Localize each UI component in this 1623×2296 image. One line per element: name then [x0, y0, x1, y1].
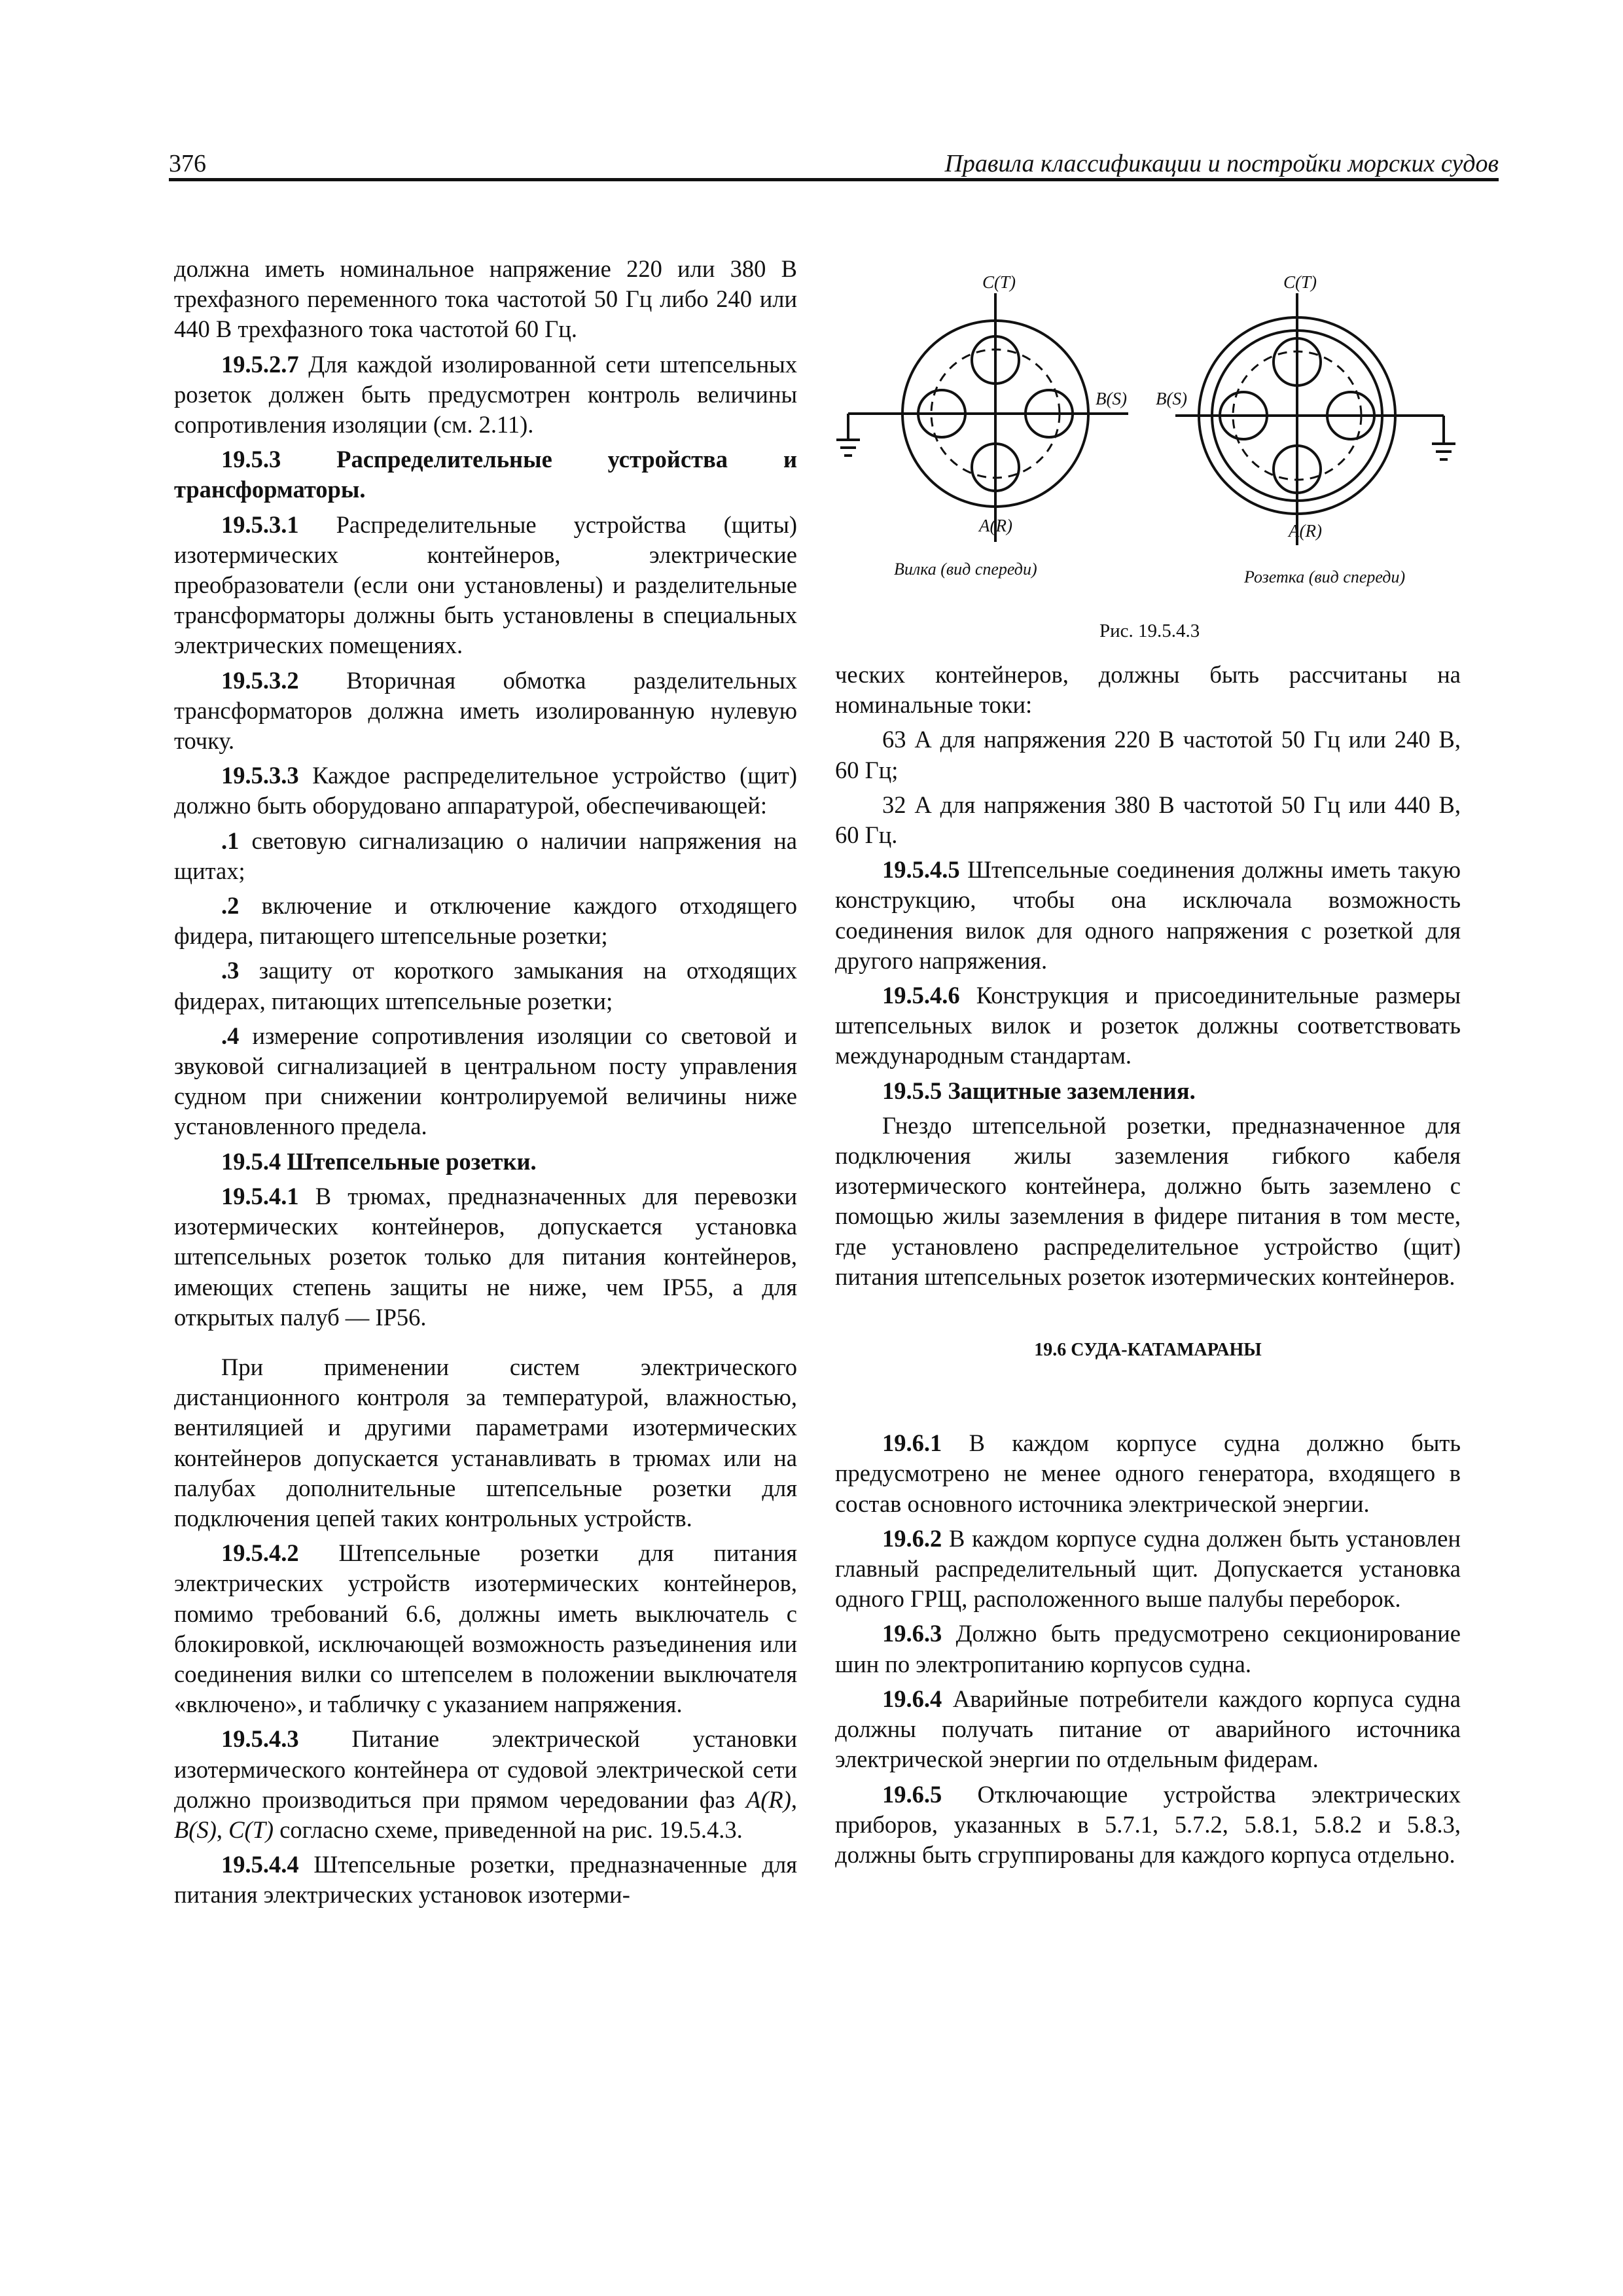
list-item-3: .3 защиту от короткого замыкания на отходящих фидерах, питающих штепсельные розетки;: [174, 957, 797, 1014]
paragraph-19-5-4-5: 19.5.4.5 Штепсельные соединения должны иметь такую конструкцию, чтобы она исключала возможность соединения вилок для одного напряжения с розеткой для другого напряжения.: [835, 856, 1461, 974]
figure-caption: Рис. 19.5.4.3: [1099, 620, 1200, 641]
socket-label-side: B(S): [1156, 389, 1187, 408]
paragraph-19-5-4-2: 19.5.4.2 Штепсельные розетки для питания электрических устройств изотермических контейнеров, помимо требований 6.6, должны иметь выключатель с блокировкой, исключающей возможность разъединения или соединения вилки со штепселем в положении выключателя «включено», и табличку с указанием напряжения.: [174, 1539, 797, 1718]
paragraph: Гнездо штепсельной розетки, предназначенное для подключения жилы заземления гибкого кабеля изотермического контейнера, должно быть заземлено с помощью жилы заземления в фидере питания в том месте, где установлено распределительное устройство (щит) питания штепсельных розеток изотермических контейнеров.: [835, 1111, 1461, 1290]
paragraph-19-5-2-7: 19.5.2.7 Для каждой изолированной сети штепсельных розеток должен быть предусмотрен контроль величины сопротивления изоляции (см. 2.11).: [174, 350, 797, 439]
paragraph-19-6-2: 19.6.2 В каждом корпусе судна должен быть установлен главный распределительный щит. Допускается установка одного ГРЩ, расположенного выше палубы переборок.: [835, 1524, 1461, 1613]
heading-19-5-4: 19.5.4 Штепсельные розетки.: [221, 1147, 537, 1175]
paragraph: При применении систем электрического дистанционного контроля за температурой, влажностью, вентиляцией и другими параметрами изотермических контейнеров допускается устанавливать в трюмах или на палубах дополнительные штепсельные розетки для подключения цепей таких контрольных устройств.: [174, 1353, 797, 1532]
plug-diagram: [836, 293, 1128, 542]
header-rule: [169, 178, 1499, 181]
right-column: [835, 254, 1461, 1874]
list-item-4: .4 измерение сопротивления изоляции со световой и звуковой сигнализацией в центральном посту управления судном при снижении контролируемой величины ниже установленного предела.: [174, 1022, 797, 1140]
paragraph-19-5-3-2: 19.5.3.2 Вторичная обмотка разделительных трансформаторов должна иметь изолированную нулевую точку.: [174, 666, 797, 755]
paragraph: ческих контейнеров, должны быть рассчитаны на номинальные токи:: [835, 661, 1461, 719]
socket-label-bottom: A(R): [1289, 521, 1322, 541]
figure-19-5-4-3: [835, 254, 1461, 660]
paragraph-19-6-4: 19.6.4 Аварийные потребители каждого корпуса судна должны получать питание от аварийного источника электрической энергии по отдельным фидерам.: [835, 1685, 1461, 1773]
list-item-1: .1 световую сигнализацию о наличии напряжения на щитах;: [174, 827, 797, 884]
list-item-2: .2 включение и отключение каждого отходящего фидера, питающего штепсельные розетки;: [174, 892, 797, 950]
paragraph-19-5-4-4: 19.5.4.4 Штепсельные розетки, предназначенные для питания электрических установок изотерми-: [174, 1851, 797, 1909]
paragraph-19-5-4-1: 19.5.4.1 В трюмах, предназначенных для перевозки изотермических контейнеров, допускается установка штепсельных розеток только для питания контейнеров, имеющих степень защиты не ниже, чем IP55, а для открытых палуб — IP56.: [174, 1182, 797, 1331]
paragraph-19-5-4-6: 19.5.4.6 Конструкция и присоединительные размеры штепсельных вилок и розеток должны соответствовать международным стандартам.: [835, 982, 1461, 1069]
plug-label-bottom: A(R): [979, 516, 1012, 535]
running-title: Правила классификации и постройки морских судов: [944, 150, 1499, 177]
paragraph-19-6-3: 19.6.3 Должно быть предусмотрено секционирование шин по электропитанию корпусов судна.: [835, 1620, 1461, 1677]
socket-caption: Розетка (вид спереди): [1244, 567, 1406, 586]
plug-caption: Вилка (вид спереди): [894, 560, 1037, 579]
page-number: 376: [169, 150, 206, 177]
section-title-19-6: 19.6 СУДА-КАТАМАРАНЫ: [1034, 1340, 1262, 1361]
plug-label-side: B(S): [1096, 389, 1127, 408]
paragraph: 63 А для напряжения 220 В частотой 50 Гц или 240 В, 60 Гц;: [835, 726, 1461, 783]
paragraph-19-5-3-1: 19.5.3.1 Распределительные устройства (щиты) изотермических контейнеров, электрические преобразователи (если они установлены) и разделительные трансформаторы должны быть установлены в специальных электрических помещениях.: [174, 511, 797, 659]
left-column: [174, 254, 797, 1915]
heading-19-5-5: 19.5.5 Защитные заземления.: [882, 1077, 1196, 1104]
socket-label-top: C(T): [1283, 272, 1317, 292]
paragraph-19-6-1: 19.6.1 В каждом корпусе судна должно быть предусмотрено не менее одного генератора, входящего в состав основного источника электрической энергии.: [835, 1429, 1461, 1517]
paragraph-19-5-4-3: 19.5.4.3 Питание электрической установки изотермического контейнера от судовой электрической сети должно производиться при прямом чередовании фаз A(R), B(S), C(T) согласно схеме, приведенной на рис. 19.5.4.3.: [174, 1725, 797, 1843]
paragraph: должна иметь номинальное напряжение 220 или 380 В трехфазного переменного тока частотой 50 Гц либо 240 или 440 В трехфазного тока частотой 60 Гц.: [174, 255, 797, 343]
heading-19-5-3: 19.5.3 Распределительные устройства и трансформаторы.: [174, 446, 797, 503]
paragraph-19-6-5: 19.6.5 Отключающие устройства электрических приборов, указанных в 5.7.1, 5.7.2, 5.8.1, 5.8.2 и 5.8.3, должны быть сгруппированы для каждого корпуса отдельно.: [835, 1780, 1461, 1868]
paragraph: 32 А для напряжения 380 В частотой 50 Гц или 440 В, 60 Гц.: [835, 791, 1461, 849]
paragraph-19-5-3-3: 19.5.3.3 Каждое распределительное устройство (щит) должно быть оборудовано аппаратурой, обеспечивающей:: [174, 762, 797, 819]
plug-socket-diagram: [835, 254, 1461, 660]
socket-diagram: [1175, 293, 1455, 545]
plug-label-top: C(T): [982, 272, 1016, 292]
